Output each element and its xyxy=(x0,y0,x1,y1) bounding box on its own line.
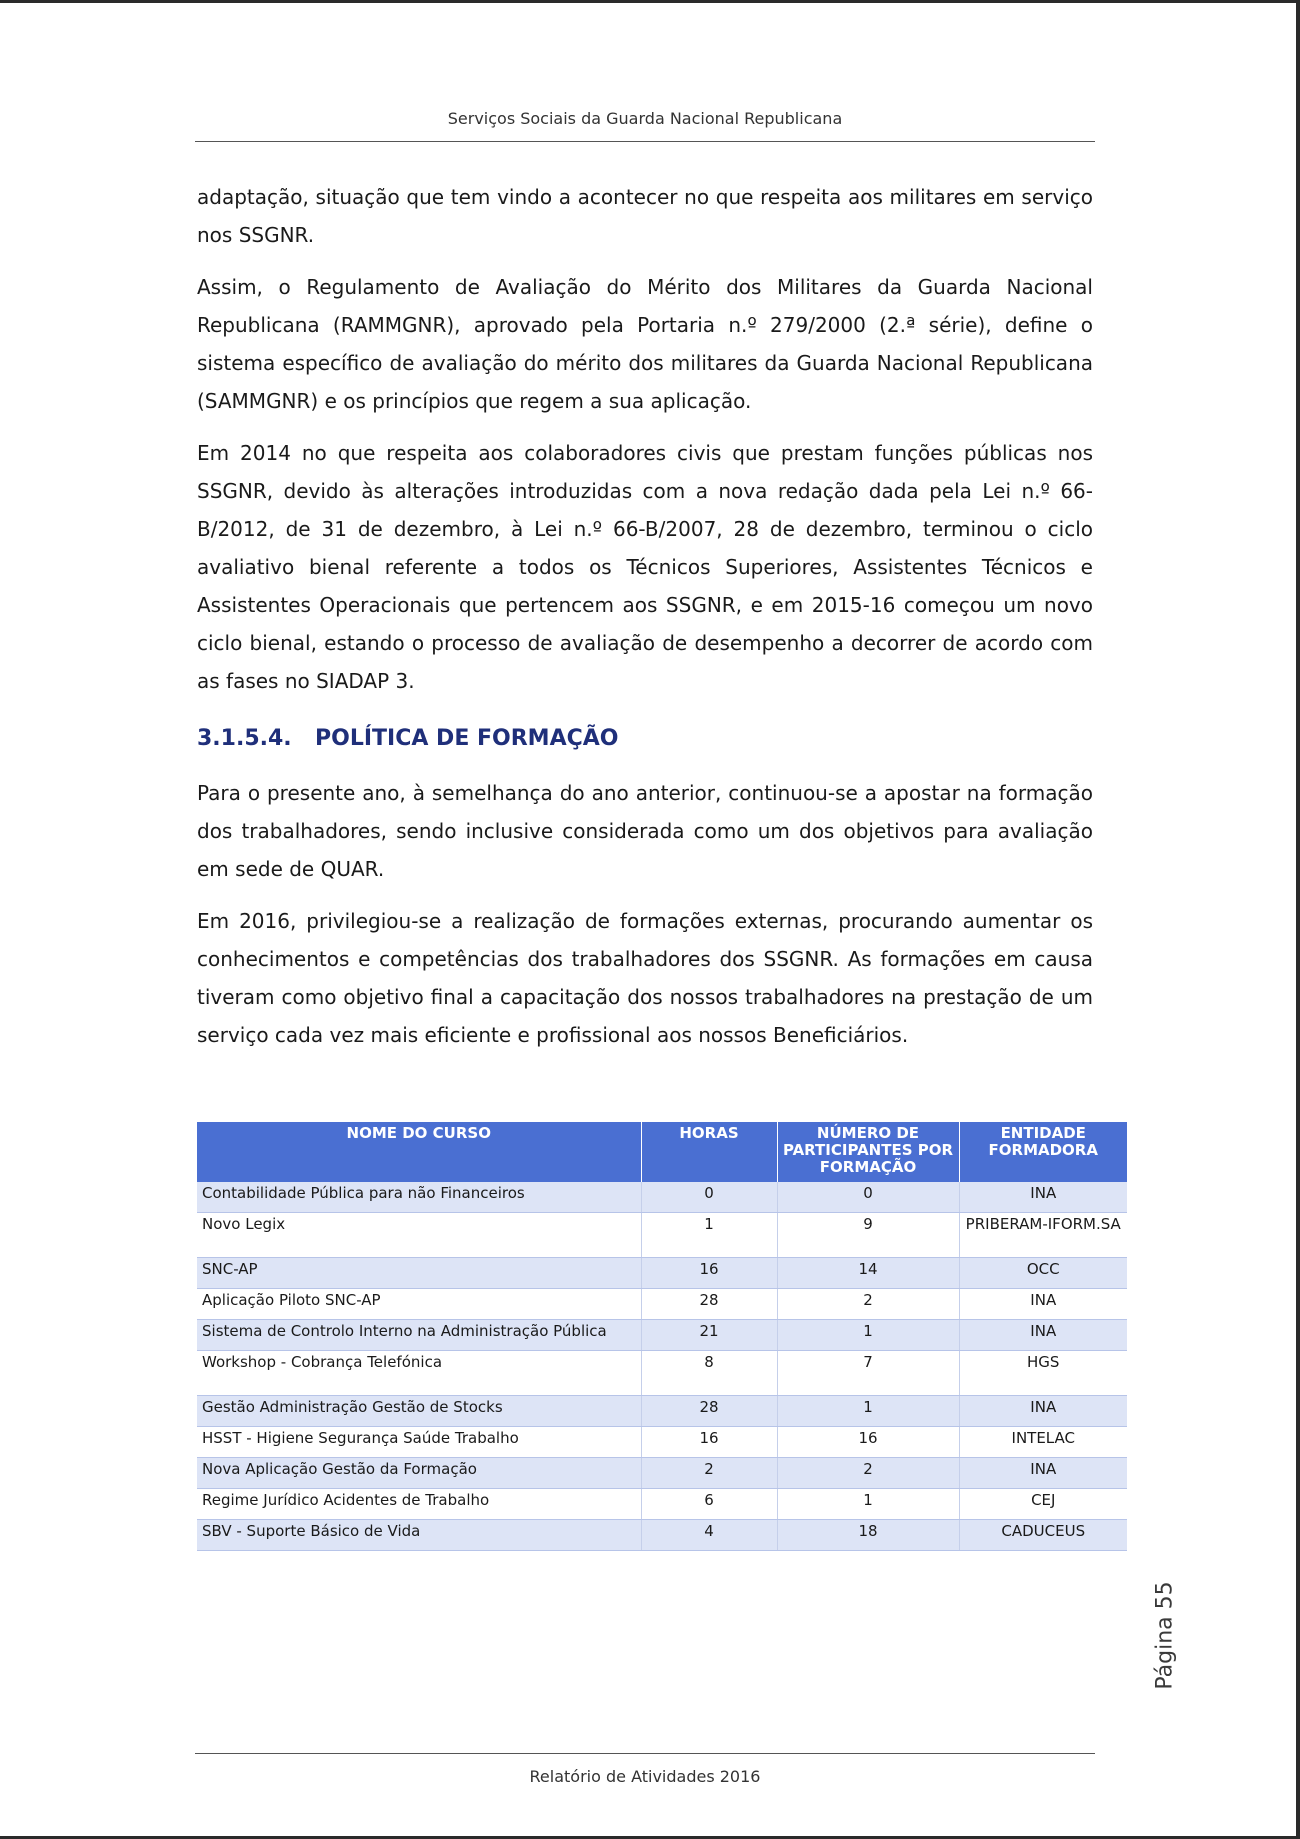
table-row xyxy=(197,1258,1127,1289)
paragraph-3: Em 2014 no que respeita aos colaboradores civis que prestam funções públicas nos SSGNR, devido às alterações introduzidas com a nova redação dada pela Lei n.º 66-B/2012, de 31 de dezembro, à Lei n.º 66-B/2007, 28 de dezembro, terminou o ciclo avaliativo bienal referente a todos os Técnicos Superiores, Assistentes Técnicos e Assistentes Operacionais que pertencem aos SSGNR, e em 2015-16 começou um novo ciclo bienal, estando o processo de avaliação de desempenho a decorrer de acordo com as fases no SIADAP 3. xyxy=(197,441,1093,693)
cell-hours: 2 xyxy=(641,1458,777,1489)
header-divider xyxy=(195,141,1095,142)
cell-participants: 16 xyxy=(777,1427,959,1458)
cell-hours: 6 xyxy=(641,1489,777,1520)
cell-course: Gestão Administração Gestão de Stocks xyxy=(197,1396,641,1427)
page-border-top xyxy=(0,0,1300,3)
cell-participants: 2 xyxy=(777,1458,959,1489)
section-paragraph-2: Em 2016, privilegiou-se a realização de formações externas, procurando aumentar os conhecimentos e competências dos trabalhadores dos SSGNR. As formações em causa tiveram como objetivo final a capacitação dos nossos trabalhadores na prestação de um serviço cada vez mais eficiente e profissional aos nossos Beneficiários. xyxy=(197,909,1093,1047)
table-header-row xyxy=(197,1122,1127,1182)
cell-hours: 21 xyxy=(641,1320,777,1351)
cell-entity: INA xyxy=(959,1396,1127,1427)
cell-entity: HGS xyxy=(959,1351,1127,1396)
section-number: 3.1.5.4. xyxy=(197,726,292,751)
paragraph-1: adaptação, situação que tem vindo a acontecer no que respeita aos militares em serviço nos SSGNR. xyxy=(197,185,1093,247)
cell-participants: 1 xyxy=(777,1396,959,1427)
cell-participants: 14 xyxy=(777,1258,959,1289)
table-row xyxy=(197,1520,1127,1551)
cell-hours: 8 xyxy=(641,1351,777,1396)
cell-entity: INA xyxy=(959,1182,1127,1213)
table-row xyxy=(197,1489,1127,1520)
cell-entity: OCC xyxy=(959,1258,1127,1289)
running-footer: Relatório de Atividades 2016 xyxy=(529,1767,761,1786)
header-participants: NÚMERO DE PARTICIPANTES POR FORMAÇÃO xyxy=(777,1122,959,1182)
section-paragraph-1: Para o presente ano, à semelhança do ano anterior, continuou-se a apostar na formação dos trabalhadores, sendo inclusive considerada como um dos objetivos para avaliação em sede de QUAR. xyxy=(197,781,1093,881)
cell-hours: 1 xyxy=(641,1213,777,1258)
table-row xyxy=(197,1213,1127,1258)
section-heading xyxy=(197,726,618,751)
cell-entity: INTELAC xyxy=(959,1427,1127,1458)
cell-course: SNC-AP xyxy=(197,1258,641,1289)
page-border-right xyxy=(1296,0,1300,1839)
table-row xyxy=(197,1320,1127,1351)
cell-entity: CADUCEUS xyxy=(959,1520,1127,1551)
header-hours: HORAS xyxy=(641,1122,777,1182)
cell-participants: 0 xyxy=(777,1182,959,1213)
running-header: Serviços Sociais da Guarda Nacional Republicana xyxy=(447,109,843,128)
cell-hours: 16 xyxy=(641,1258,777,1289)
page-number xyxy=(1145,1570,1185,1700)
cell-entity: INA xyxy=(959,1289,1127,1320)
cell-course: Sistema de Controlo Interno na Administração Pública xyxy=(197,1320,641,1351)
training-table xyxy=(197,1122,1127,1551)
table-row xyxy=(197,1182,1127,1213)
cell-course: Novo Legix xyxy=(197,1213,641,1258)
cell-hours: 16 xyxy=(641,1427,777,1458)
cell-participants: 1 xyxy=(777,1320,959,1351)
cell-entity: INA xyxy=(959,1320,1127,1351)
cell-participants: 7 xyxy=(777,1351,959,1396)
paragraph-2: Assim, o Regulamento de Avaliação do Mérito dos Militares da Guarda Nacional Republicana (RAMMGNR), aprovado pela Portaria n.º 279/2000 (2.ª série), define o sistema específico de avaliação do mérito dos militares da Guarda Nacional Republicana (SAMMGNR) e os princípios que regem a sua aplicação. xyxy=(197,275,1093,413)
cell-entity: CEJ xyxy=(959,1489,1127,1520)
table-row xyxy=(197,1351,1127,1396)
cell-participants: 2 xyxy=(777,1289,959,1320)
page-number-label: Página 55 xyxy=(1152,1580,1178,1690)
cell-hours: 28 xyxy=(641,1289,777,1320)
cell-hours: 28 xyxy=(641,1396,777,1427)
section-title: POLÍTICA DE FORMAÇÃO xyxy=(315,726,619,751)
table-row xyxy=(197,1396,1127,1427)
cell-course: SBV - Suporte Básico de Vida xyxy=(197,1520,641,1551)
cell-entity: INA xyxy=(959,1458,1127,1489)
cell-entity: PRIBERAM-IFORM.SA xyxy=(959,1213,1127,1258)
cell-participants: 18 xyxy=(777,1520,959,1551)
cell-course: Nova Aplicação Gestão da Formação xyxy=(197,1458,641,1489)
cell-course: Regime Jurídico Acidentes de Trabalho xyxy=(197,1489,641,1520)
cell-participants: 9 xyxy=(777,1213,959,1258)
cell-hours: 4 xyxy=(641,1520,777,1551)
header-entity: ENTIDADE FORMADORA xyxy=(959,1122,1127,1182)
header-course-name: NOME DO CURSO xyxy=(197,1122,641,1182)
cell-hours: 0 xyxy=(641,1182,777,1213)
table-row xyxy=(197,1458,1127,1489)
cell-course: Workshop - Cobrança Telefónica xyxy=(197,1351,641,1396)
cell-course: Contabilidade Pública para não Financeiros xyxy=(197,1182,641,1213)
footer-divider xyxy=(195,1753,1095,1754)
table-row xyxy=(197,1289,1127,1320)
cell-course: HSST - Higiene Segurança Saúde Trabalho xyxy=(197,1427,641,1458)
cell-participants: 1 xyxy=(777,1489,959,1520)
cell-course: Aplicação Piloto SNC-AP xyxy=(197,1289,641,1320)
table-row xyxy=(197,1427,1127,1458)
